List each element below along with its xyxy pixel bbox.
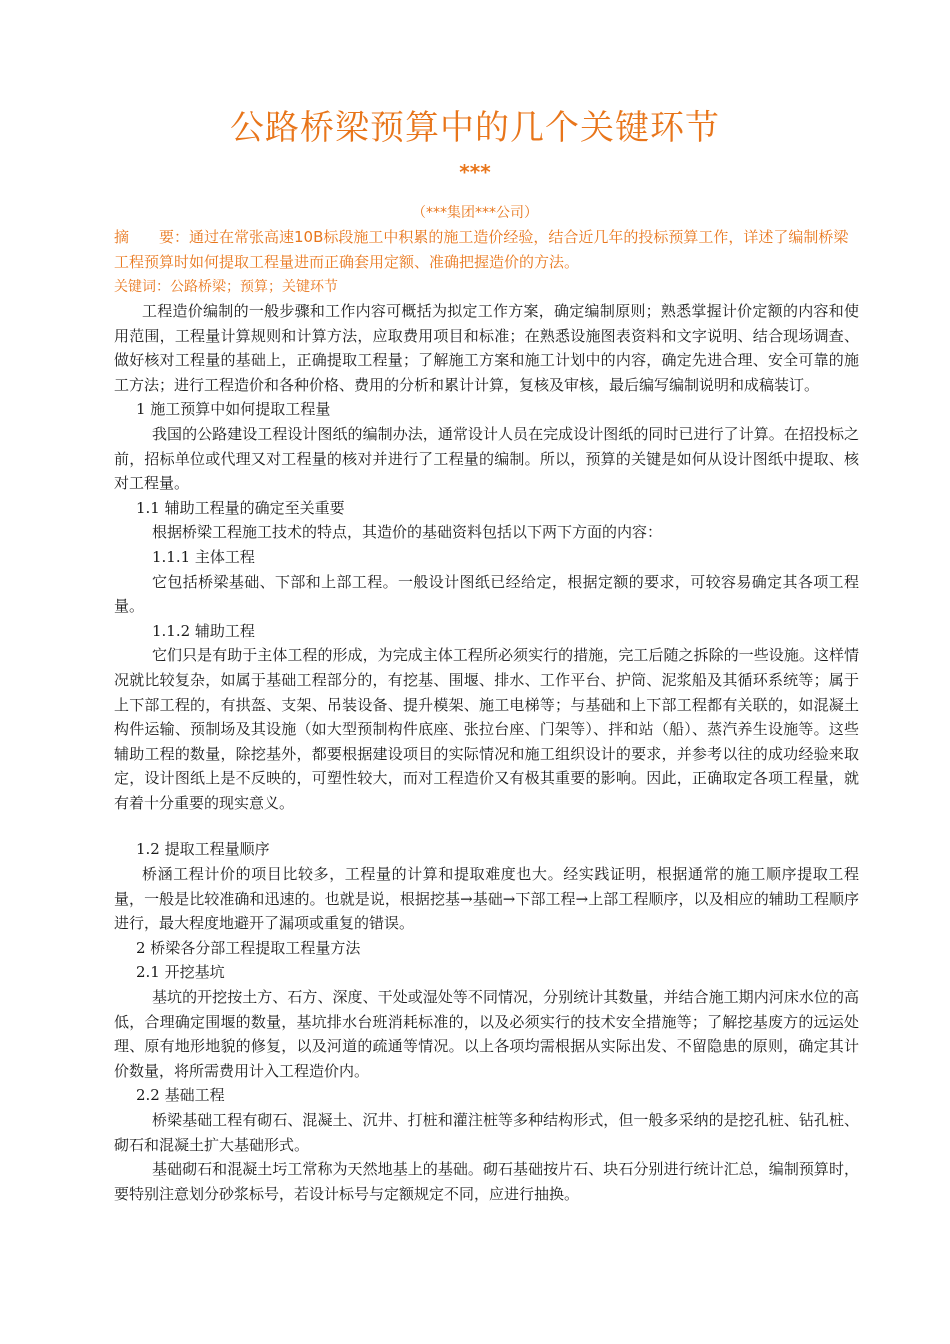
keywords: 关键词：公路桥梁；预算；关键环节	[114, 279, 338, 295]
paragraph-intro: 工程造价编制的一般步骤和工作内容可概括为拟定工作方案，确定编制原则；熟悉掌握计价定额的内容和使用范围，工程量计算规则和计算方法，应取费用项目和标准；在熟悉设施图表资料和文字说明、结合现场调查、做好核对工程量的基础上，正确提取工程量；了解施工方案和施工计划中的内容，确定先进合理、安全可靠的施工方法；进行工程造价和各种价格、费用的分析和累计计算，复核及审核，最后编写编制说明和成稿装订。	[114, 302, 859, 394]
body-text	[114, 299, 859, 1206]
paragraph-1: 我国的公路建设工程设计图纸的编制办法，通常设计人员在完成设计图纸的同时已进行了计算。在招投标之前，招标单位或代理又对工程量的核对并进行了工程量的编制。所以，预算的关键是如何从设计图纸中提取、核对工程量。	[114, 424, 859, 493]
heading-1-1-1: 1.1.1 主体工程	[152, 547, 255, 566]
page-title: 公路桥梁预算中的几个关键环节	[230, 108, 720, 148]
heading-2-1: 2.1 开挖基坑	[136, 963, 225, 982]
heading-1-1-2: 1.1.2 辅助工程	[152, 621, 255, 640]
heading-2-2: 2.2 基础工程	[136, 1086, 225, 1105]
heading-1-1: 1.1 辅助工程量的确定至关重要	[136, 498, 345, 517]
spacer	[114, 815, 859, 837]
paragraph-2-1: 基坑的开挖按土方、石方、深度、干处或湿处等不同情况，分别统计其数量，并结合施工期内河床水位的高低，合理确定围堰的数量，基坑排水台班消耗标准的，以及必须实行的技术安全措施等；了解挖基废方的远运处理、原有地形地貌的修复，以及河道的疏通等情况。以上各项均需根据从实际出发、不留隐患的原则，确定其计价数量，将所需费用计入工程造价内。	[114, 988, 859, 1080]
abstract-label: 摘 要：	[114, 228, 190, 246]
paragraph-1-1: 根据桥梁工程施工技术的特点，其造价的基础资料包括以下两下方面的内容：	[152, 523, 663, 542]
heading-1: 1 施工预算中如何提取工程量	[136, 400, 331, 419]
paragraph-1-1-1: 它包括桥梁基础、下部和上部工程。一般设计图纸已经给定，根据定额的要求，可较容易确定其各项工程量。	[114, 572, 859, 616]
abstract-text: 通过在常张高速10B标段施工中积累的施工造价经验，结合近几年的投标预算工作，详述了编制桥梁工程预算时如何提取工程量进而正确套用定额、准确把握造价的方法。	[114, 228, 849, 271]
author: ***	[459, 160, 491, 184]
heading-1-2: 1.2 提取工程量顺序	[136, 840, 270, 859]
abstract	[114, 225, 859, 275]
paragraph-2-2a: 桥梁基础工程有砌石、混凝土、沉井、打桩和灌注桩等多种结构形式，但一般多采纳的是挖孔桩、钻孔桩、砌石和混凝土扩大基础形式。	[114, 1111, 859, 1154]
affiliation: （***集团***公司）	[412, 205, 538, 221]
heading-2: 2 桥梁各分部工程提取工程量方法	[136, 938, 361, 957]
paragraph-1-1-2: 它们只是有助于主体工程的形成，为完成主体工程所必须实行的措施，完工后随之拆除的一些设施。这样情况就比较复杂，如属于基础工程部分的，有挖基、围堰、排水、工作平台、护筒、泥浆船及其循环系统等；属于上下部工程的，有拱盔、支架、吊装设备、提升模架、施工电梯等；与基础和上下部工程都有关联的，如混凝土构件运输、预制场及其设施（如大型预制构件底座、张拉台座、门架等）、拌和站（船）、蒸汽养生设施等。这些辅助工程的数量，除挖基外，都要根据建设项目的实际情况和施工组织设计的要求，并参考以往的成功经验来取定，设计图纸上是不反映的，可塑性较大，而对工程造价又有极其重要的影响。因此，正确取定各项工程量，就有着十分重要的现实意义。	[114, 646, 859, 812]
paragraph-2-2b: 基础砌石和混凝土圬工常称为天然地基上的基础。砌石基础按片石、块石分别进行统计汇总，编制预算时，要特别注意划分砂浆标号，若设计标号与定额规定不同，应进行抽换。	[114, 1160, 859, 1203]
paragraph-1-2: 桥涵工程计价的项目比较多，工程量的计算和提取难度也大。经实践证明，根据通常的施工顺序提取工程量，一般是比较准确和迅速的。也就是说，根据挖基→基础→下部工程→上部工程顺序，以及相应的辅助工程顺序进行，最大程度地避开了漏项或重复的错误。	[114, 865, 859, 933]
